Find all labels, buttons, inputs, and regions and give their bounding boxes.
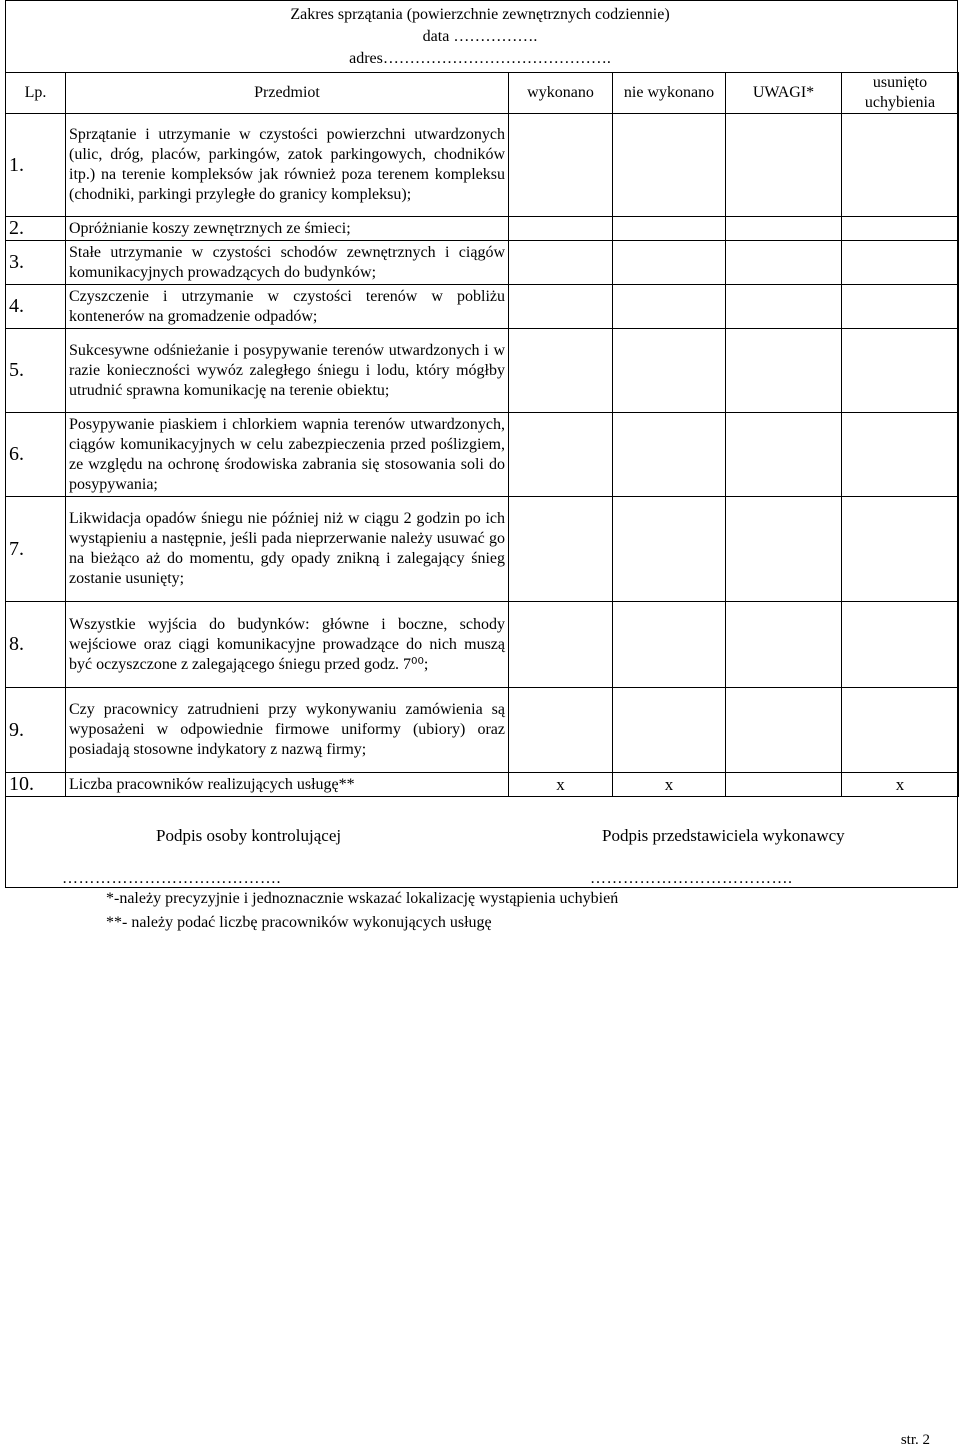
fixed-cell[interactable] <box>842 497 959 602</box>
contractor-signature-line[interactable]: ………………………………. <box>590 870 793 887</box>
not-done-cell[interactable] <box>613 114 726 217</box>
fixed-cell[interactable] <box>842 241 959 285</box>
done-cell: x <box>509 773 613 797</box>
col-header-done: wykonano <box>509 73 613 114</box>
not-done-cell[interactable] <box>613 497 726 602</box>
row-number: 5. <box>6 329 66 413</box>
table-row <box>6 114 959 217</box>
remarks-cell[interactable] <box>726 773 842 797</box>
remarks-cell[interactable] <box>726 497 842 602</box>
address-field: adres……………………………………. <box>349 50 611 67</box>
row-number: 10. <box>6 773 66 797</box>
fixed-cell[interactable] <box>842 285 959 329</box>
done-cell[interactable] <box>509 329 613 413</box>
remarks-cell[interactable] <box>726 217 842 241</box>
controller-signature-line[interactable]: …………………………………. <box>62 870 281 887</box>
remarks-cell[interactable] <box>726 114 842 217</box>
table-row <box>6 773 959 797</box>
done-cell[interactable] <box>509 241 613 285</box>
fixed-cell[interactable] <box>842 413 959 497</box>
remarks-cell[interactable] <box>726 329 842 413</box>
done-cell[interactable] <box>509 688 613 773</box>
done-cell[interactable] <box>509 413 613 497</box>
fixed-cell[interactable] <box>842 688 959 773</box>
row-number: 2. <box>6 217 66 241</box>
row-description: Posypywanie piaskiem i chlorkiem wapnia terenów utwardzonych, ciągów komunikacyjnych w celu zabezpieczenia przed poślizgiem, ze względu na ochronę środowiska zabrania się stosowania soli do posypywania; <box>66 413 509 497</box>
controller-signature-label: Podpis osoby kontrolującej <box>156 826 342 845</box>
row-description: Opróżnianie koszy zewnętrznych ze śmieci; <box>66 217 509 241</box>
table-header-row <box>6 73 959 114</box>
not-done-cell[interactable] <box>613 413 726 497</box>
checklist-table <box>5 72 959 797</box>
table-row <box>6 285 959 329</box>
not-done-cell[interactable] <box>613 285 726 329</box>
fixed-cell[interactable] <box>842 329 959 413</box>
form-title: Zakres sprzątania (powierzchnie zewnętrznych codziennie) <box>290 6 670 23</box>
date-field: data ……………. <box>422 28 538 45</box>
not-done-cell[interactable] <box>613 602 726 688</box>
fixed-cell[interactable] <box>842 602 959 688</box>
fixed-cell: x <box>842 773 959 797</box>
row-number: 4. <box>6 285 66 329</box>
row-description: Czyszczenie i utrzymanie w czystości terenów w pobliżu kontenerów na gromadzenie odpadów; <box>66 285 509 329</box>
col-header-lp: Lp. <box>6 73 66 114</box>
page-number: str. 2 <box>900 1432 930 1448</box>
contractor-signature-label: Podpis przedstawiciela wykonawcy <box>602 826 845 845</box>
not-done-cell[interactable] <box>613 217 726 241</box>
row-number: 6. <box>6 413 66 497</box>
remarks-cell[interactable] <box>726 413 842 497</box>
row-description: Likwidacja opadów śniegu nie później niż w ciągu 2 godzin po ich wystąpieniu a następnie, jeśli pada nieprzerwanie należy usuwać go na bieżąco aż do momentu, gdy opady znikną i zalegający śnieg zostanie usunięty; <box>66 497 509 602</box>
row-number: 1. <box>6 114 66 217</box>
done-cell[interactable] <box>509 285 613 329</box>
remarks-cell[interactable] <box>726 602 842 688</box>
row-description: Stałe utrzymanie w czystości schodów zewnętrznych i ciągów komunikacyjnych prowadzących do budynków; <box>66 241 509 285</box>
not-done-cell[interactable] <box>613 329 726 413</box>
done-cell[interactable] <box>509 114 613 217</box>
row-description: Sprzątanie i utrzymanie w czystości powierzchni utwardzonych (ulic, dróg, placów, parkingów, zatok parkingowych, chodników itp.) na terenie kompleksów jak również poza terenem kompleksu (chodniki, parkingi przyległe do granicy kompleksu); <box>66 114 509 217</box>
not-done-cell[interactable] <box>613 241 726 285</box>
footnote-remarks: *-należy precyzyjnie i jednoznacznie wskazać lokalizację wystąpienia uchybień <box>106 890 619 907</box>
table-row <box>6 602 959 688</box>
done-cell[interactable] <box>509 602 613 688</box>
col-header-fixed: usunięto uchybienia <box>842 73 959 114</box>
table-row <box>6 413 959 497</box>
col-header-not-done: nie wykonano <box>613 73 726 114</box>
not-done-cell: x <box>613 773 726 797</box>
done-cell[interactable] <box>509 497 613 602</box>
not-done-cell[interactable] <box>613 688 726 773</box>
table-row <box>6 241 959 285</box>
footnote-workers: **- należy podać liczbę pracowników wykonujących usługę <box>106 914 492 931</box>
row-number: 8. <box>6 602 66 688</box>
table-row <box>6 329 959 413</box>
done-cell[interactable] <box>509 217 613 241</box>
row-description: Liczba pracowników realizujących usługę** <box>66 773 509 797</box>
remarks-cell[interactable] <box>726 688 842 773</box>
row-description: Czy pracownicy zatrudnieni przy wykonywaniu zamówienia są wyposażeni w odpowiednie firmowe uniformy (ubiory) oraz posiadają stosowne indykatory z nazwą firmy; <box>66 688 509 773</box>
table-row <box>6 217 959 241</box>
table-row <box>6 688 959 773</box>
row-description: Sukcesywne odśnieżanie i posypywanie terenów utwardzonych i w razie konieczności wywóz zaległego śniegu i lodu, który mógłby utrudnić sprawna komunikację na terenie obiektu; <box>66 329 509 413</box>
row-description: Wszystkie wyjścia do budynków: główne i boczne, schody wejściowe oraz ciągi komunikacyjne prowadzące do nich muszą być oczyszczone z zalegającego śniegu przed godz. 7⁰⁰; <box>66 602 509 688</box>
row-number: 3. <box>6 241 66 285</box>
col-header-item: Przedmiot <box>66 73 509 114</box>
remarks-cell[interactable] <box>726 285 842 329</box>
col-header-remarks: UWAGI* <box>726 73 842 114</box>
remarks-cell[interactable] <box>726 241 842 285</box>
fixed-cell[interactable] <box>842 114 959 217</box>
table-row <box>6 497 959 602</box>
row-number: 9. <box>6 688 66 773</box>
row-number: 7. <box>6 497 66 602</box>
fixed-cell[interactable] <box>842 217 959 241</box>
